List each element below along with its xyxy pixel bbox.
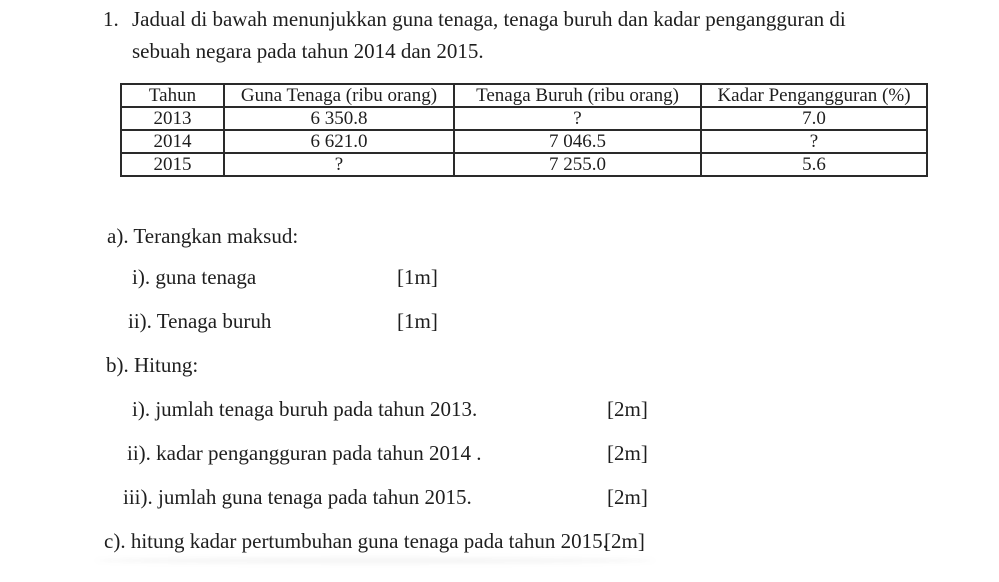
col-header-kadar-pengangguran: Kadar Pengangguran (%)	[701, 84, 927, 107]
employment-data-table	[120, 83, 928, 177]
cell-kadar-pengangguran: 5.6	[701, 153, 927, 176]
col-header-tahun: Tahun	[121, 84, 224, 107]
marks-badge: [2m]	[607, 485, 648, 509]
cell-year: 2013	[121, 107, 224, 130]
cell-year: 2014	[121, 130, 224, 153]
scan-artifact	[95, 557, 655, 564]
table-row-2014	[121, 130, 927, 153]
cell-year: 2015	[121, 153, 224, 176]
marks-badge: [2m]	[607, 441, 648, 465]
intro-line-1: Jadual di bawah menunjukkan guna tenaga, tenaga buruh dan kadar pengangguran di	[132, 7, 846, 31]
table-header-row	[121, 84, 927, 107]
part-a-item-i: i). guna tenaga	[132, 265, 257, 289]
cell-guna-tenaga: 6 350.8	[224, 107, 454, 130]
marks-badge: [2m]	[607, 397, 648, 421]
cell-guna-tenaga: ?	[224, 153, 454, 176]
col-header-guna-tenaga: Guna Tenaga (ribu orang)	[224, 84, 454, 107]
part-b-item-ii: ii). kadar pengangguran pada tahun 2014 .	[127, 441, 482, 465]
question-intro-text	[132, 3, 846, 67]
cell-tenaga-buruh: 7 255.0	[454, 153, 701, 176]
part-b-item-i: i). jumlah tenaga buruh pada tahun 2013.	[132, 397, 478, 421]
cell-guna-tenaga: 6 621.0	[224, 130, 454, 153]
part-b-item-iii: iii). jumlah guna tenaga pada tahun 2015.	[123, 485, 472, 509]
marks-badge: [2m]	[604, 529, 645, 553]
table-row-2015	[121, 153, 927, 176]
question-intro	[103, 3, 846, 67]
question-number: 1.	[103, 7, 119, 31]
part-b-label: b). Hitung:	[106, 353, 199, 377]
marks-badge: [1m]	[397, 265, 438, 289]
col-header-tenaga-buruh: Tenaga Buruh (ribu orang)	[454, 84, 701, 107]
cell-kadar-pengangguran: ?	[701, 130, 927, 153]
cell-tenaga-buruh: ?	[454, 107, 701, 130]
table-row-2013	[121, 107, 927, 130]
part-c-text: c). hitung kadar pertumbuhan guna tenaga pada tahun 2015.	[104, 529, 608, 553]
intro-line-2: sebuah negara pada tahun 2014 dan 2015.	[132, 39, 484, 63]
part-a-label: a). Terangkan maksud:	[107, 224, 299, 248]
part-a-item-ii: ii). Tenaga buruh	[128, 309, 272, 333]
marks-badge: [1m]	[397, 309, 438, 333]
cell-kadar-pengangguran: 7.0	[701, 107, 927, 130]
cell-tenaga-buruh: 7 046.5	[454, 130, 701, 153]
